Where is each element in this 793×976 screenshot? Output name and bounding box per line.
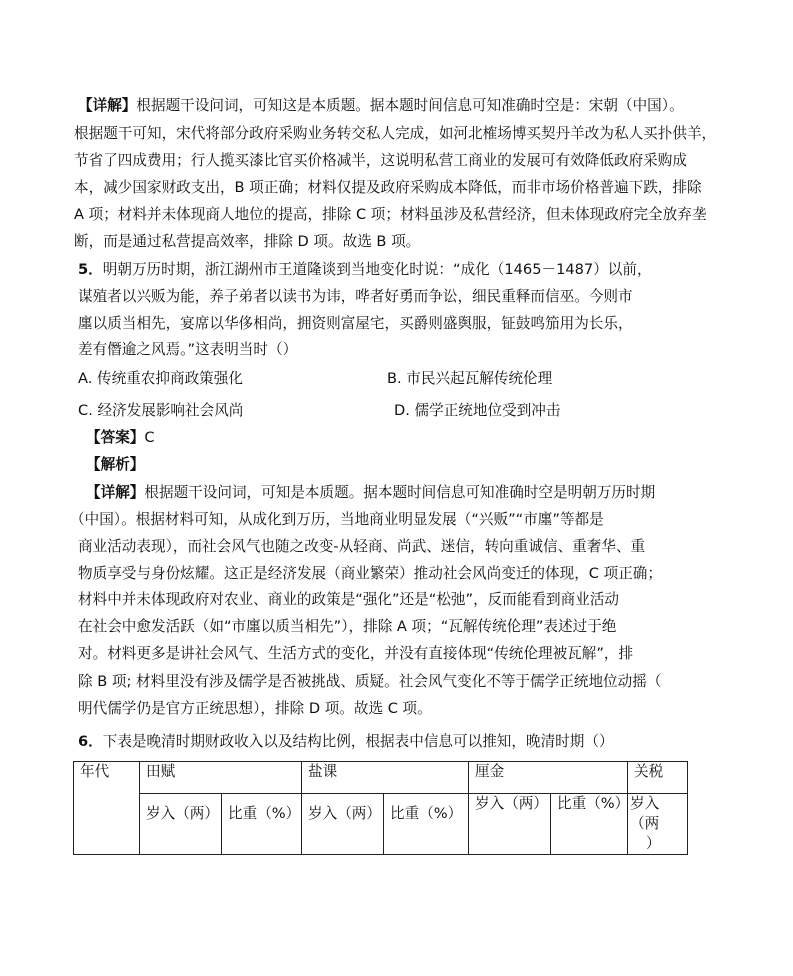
detail-label: 【详解】: [78, 97, 137, 114]
answer-value: C: [144, 429, 155, 446]
table-subheader-ratio: 比重（%）: [551, 794, 628, 855]
q6-stem: [78, 732, 614, 752]
q5-detail-line-8: 除 B 项; 材料里没有涉及儒学是否被挑战、质疑。社会风气变化不等于儒学正统地位动摇（: [78, 673, 662, 690]
q5-detail-line-4: 物质享受与身份炫耀。这正是经济发展（商业繁荣）推动社会风尚变迁的体现，C 项正确；: [78, 565, 662, 582]
q5-detail-line-9: 明代儒学仍是官方正统思想），排除 D 项。故选 C 项。: [78, 700, 432, 717]
table-subheader-income: 岁入（两）: [302, 794, 384, 855]
fiscal-table: [73, 761, 688, 855]
q5-stem-line-3: 廛以质当相先，宴席以华侈相尚，拥资则富屋宅，买爵则盛舆服，钲鼓鸣笳用为长乐，: [78, 315, 633, 332]
detail-label: 【详解】: [86, 484, 145, 501]
q5-option-b: B. 市民兴起瓦解传统伦理: [387, 370, 553, 387]
q6-stem-text: 下表是晚清时期财政收入以及结构比例，根据表中信息可以推知，晚清时期（）: [102, 733, 614, 750]
q5-option-a: A. 传统重农抑商政策强化: [78, 370, 243, 387]
q5-detail-line-3: 商业活动表现），而社会风气也随之改变-从轻商、尚武、迷信，转向重诚信、重奢华、重: [78, 538, 646, 555]
q5-answer: [86, 428, 155, 448]
detail-text: 根据题干设问词，可知这是本质题。据本题时间信息可知准确时空是：宋朝（中国）。: [136, 97, 684, 114]
detail1-line-1: [78, 96, 684, 116]
q5-detail-line-7: 对。材料更多是讲社会风气、生活方式的变化，并没有直接体现“传统伦理被瓦解”，排: [78, 645, 634, 662]
answer-label: 【答案】: [86, 429, 145, 446]
q5-option-c: C. 经济发展影响社会风尚: [78, 402, 244, 419]
table-subheader-income-wrap: 岁入（两 ）: [628, 794, 688, 855]
q5-stem-line-4: 差有僭逾之风焉。”这表明当时（）: [78, 341, 298, 358]
detail1-line-6: 断，而是通过私营提高效率，排除 D 项。故选 B 项。: [74, 233, 421, 250]
detail1-line-2: 根据题干可知，宋代将部分政府采购业务转交私人完成，如河北榷场博买契丹羊改为私人买扑供羊，: [74, 125, 717, 142]
table-header-likin: 厘金: [469, 762, 628, 794]
detail1-line-5: A 项；材料并未体现商人地位的提高，排除 C 项；材料虽涉及私营经济，但未体现政府完全放弃垄: [74, 206, 707, 223]
detail-text: 根据题干设问词，可知是本质题。据本题时间信息可知准确时空是明朝万历时期: [144, 484, 656, 501]
table-subheader-ratio: 比重（%）: [384, 794, 469, 855]
table-header-era: 年代: [74, 762, 140, 855]
q6-number: 6．: [78, 733, 103, 750]
detail1-line-3: 节省了四成费用；行人揽买漆比官买价格减半，这说明私营工商业的发展可有效降低政府采购成: [74, 152, 687, 169]
q5-detail-line-6: 在社会中愈发活跃（如“市廛以质当相先”），排除 A 项；“瓦解传统伦理”表述过于绝: [78, 618, 617, 635]
table-header-customs: 关税: [628, 762, 688, 794]
q5-stem-line-2: 谋殖者以兴贩为能，养子弟者以读书为讳，哗者好勇而争讼，细民重释而信巫。今则市: [78, 288, 633, 305]
table-subheader-ratio: 比重（%）: [222, 794, 302, 855]
q5-stem-line-1: [78, 260, 652, 280]
q5-option-d: D. 儒学正统地位受到冲击: [394, 402, 561, 419]
table-subheader-income: 岁入（两）: [140, 794, 222, 855]
table-subheader-income: 岁入（两）: [469, 794, 551, 855]
q5-stem-text: 明朝万历时期，浙江湖州市王道隆谈到当地变化时说：“成化（1465－1487）以前，: [102, 261, 652, 278]
q5-detail-line-1: [86, 483, 655, 503]
q5-number: 5．: [78, 261, 103, 278]
q5-detail-line-2: （中国）。根据材料可知，从成化到万历，当地商业明显发展（“兴贩”“市廛”等都是: [70, 511, 604, 528]
q5-detail-line-5: 材料中并未体现政府对农业、商业的政策是“强化”还是“松弛”，反而能看到商业活动: [78, 591, 620, 608]
table-header-land-tax: 田赋: [140, 762, 302, 794]
detail1-line-4: 本，减少国家财政支出，B 项正确；材料仅提及政府采购成本降低，而非市场价格普遍下跌，排除: [74, 179, 702, 196]
q5-analysis-label: 【解析】: [86, 456, 145, 473]
table-header-salt-tax: 盐课: [302, 762, 469, 794]
